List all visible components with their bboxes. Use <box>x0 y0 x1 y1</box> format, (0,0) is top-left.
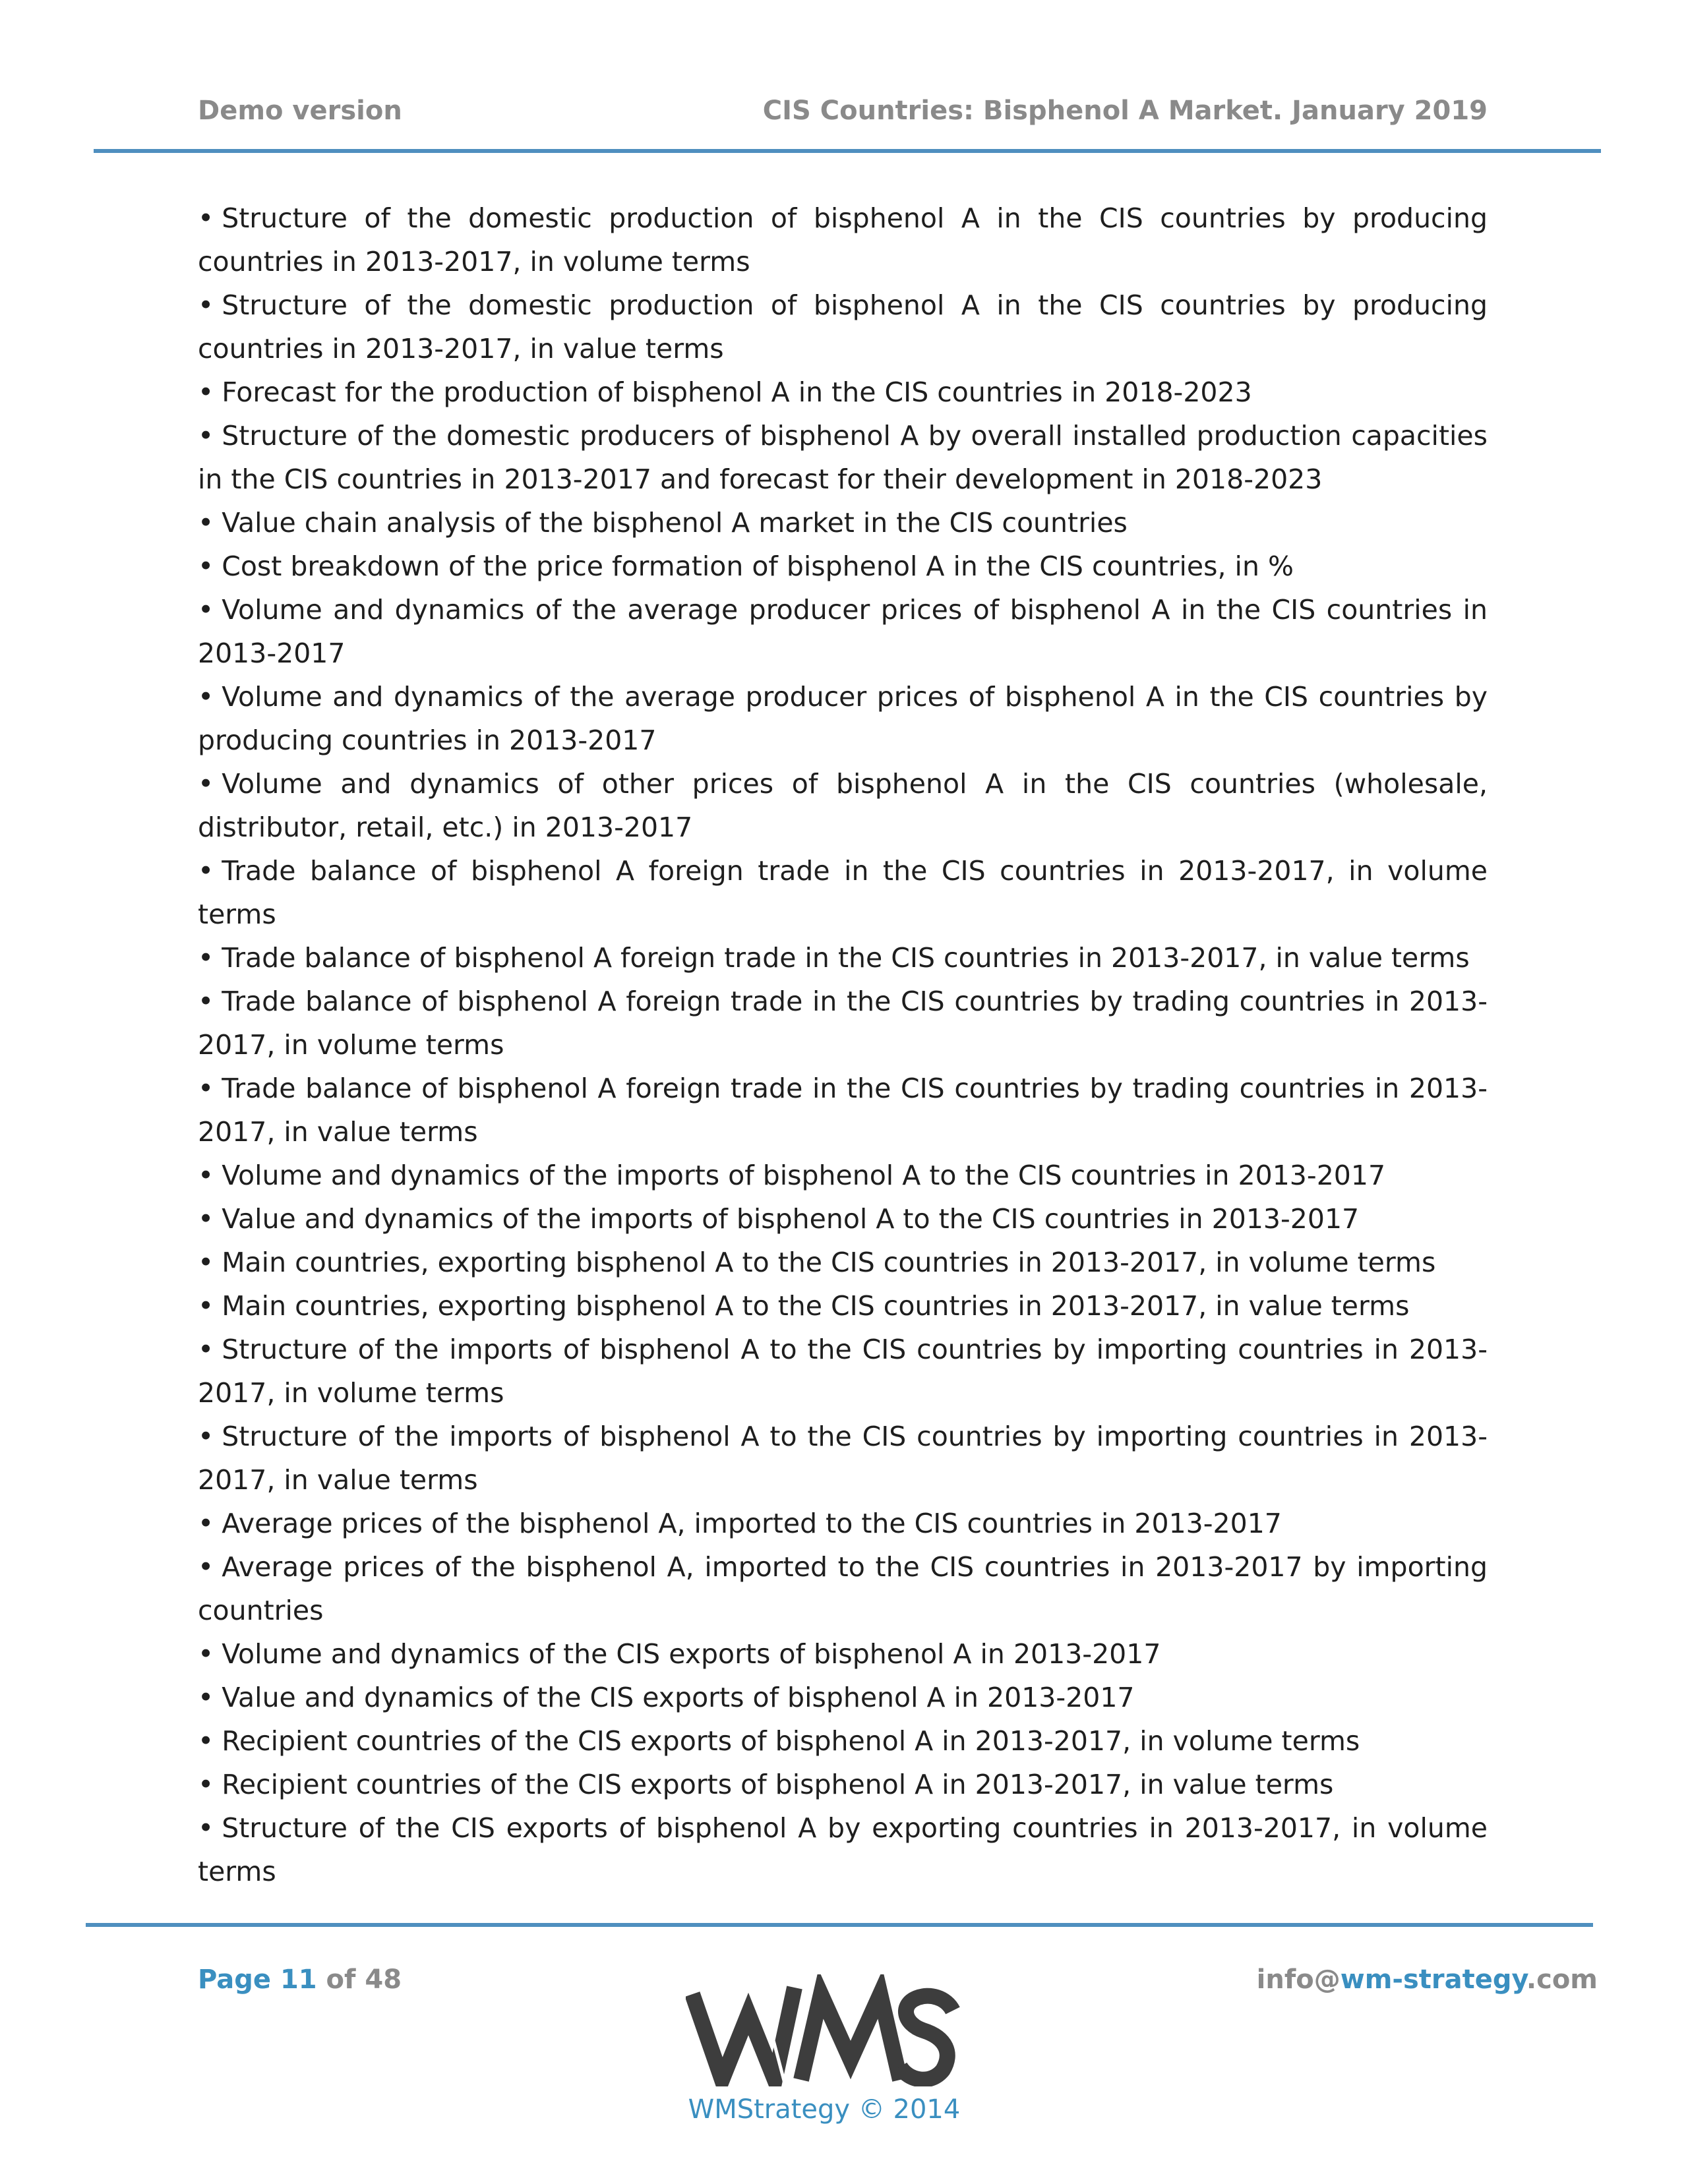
bullet-text: Structure of the imports of bisphenol A to the CIS countries by importing countries in 2013-2017, in value terms <box>198 1421 1488 1496</box>
header-demo-label: Demo version <box>198 96 402 126</box>
bullet-item <box>198 1328 1488 1415</box>
header-divider <box>94 149 1601 153</box>
bullet-text: Forecast for the production of bisphenol A in the CIS countries in 2018-2023 <box>222 376 1252 408</box>
bullet-dot: • <box>198 550 214 582</box>
bullet-dot: • <box>198 681 214 713</box>
bullet-dot: • <box>198 1682 214 1713</box>
bullet-dot: • <box>198 1290 214 1322</box>
bullet-item <box>198 1545 1488 1632</box>
bullet-text: Average prices of the bisphenol A, imported to the CIS countries in 2013-2017 <box>222 1508 1282 1539</box>
bullet-item <box>198 849 1488 936</box>
page-number <box>198 1966 402 1993</box>
bullet-text: Volume and dynamics of the average producer prices of bisphenol A in the CIS countries by producing countries in 2013-2017 <box>198 681 1488 756</box>
bullet-text: Structure of the domestic production of bisphenol A in the CIS countries by producing countries in 2013-2017, in value terms <box>198 289 1488 365</box>
email-tld: .com <box>1526 1964 1598 1995</box>
bullet-text: Recipient countries of the CIS exports of bisphenol A in 2013-2017, in value terms <box>222 1769 1334 1800</box>
bullet-item <box>198 370 1488 414</box>
bullet-text: Value and dynamics of the CIS exports of bisphenol A in 2013-2017 <box>222 1682 1135 1713</box>
bullet-text: Structure of the domestic production of bisphenol A in the CIS countries by producing countries in 2013-2017, in volume terms <box>198 202 1488 278</box>
footer-divider <box>86 1923 1593 1927</box>
bullet-item <box>198 675 1488 762</box>
wms-logo <box>686 1974 963 2086</box>
header-report-title: CIS Countries: Bisphenol A Market. January 2019 <box>762 96 1488 126</box>
bullet-item <box>198 283 1488 370</box>
contact-email[interactable] <box>1257 1966 1598 1993</box>
bullet-text: Average prices of the bisphenol A, imported to the CIS countries in 2013-2017 by importing countries <box>198 1551 1488 1626</box>
bullet-dot: • <box>198 1551 214 1583</box>
bullet-text: Volume and dynamics of the CIS exports of bisphenol A in 2013-2017 <box>222 1638 1161 1670</box>
bullet-item <box>198 501 1488 545</box>
bullet-dot: • <box>198 942 214 974</box>
contents-bullet-list <box>198 196 1488 1893</box>
logo-caption: WMStrategy © 2014 <box>688 2094 961 2125</box>
bullet-text: Main countries, exporting bisphenol A to the CIS countries in 2013-2017, in value terms <box>222 1290 1410 1322</box>
page-word: Page <box>198 1964 271 1995</box>
bullet-dot: • <box>198 507 214 539</box>
bullet-item <box>198 1284 1488 1328</box>
bullet-item <box>198 196 1488 283</box>
bullet-dot: • <box>198 420 214 452</box>
bullet-item <box>198 1763 1488 1806</box>
bullet-item <box>198 545 1488 588</box>
bullet-text: Volume and dynamics of other prices of bisphenol A in the CIS countries (wholesale, distributor, retail, etc.) in 2013-2017 <box>198 768 1488 843</box>
bullet-text: Volume and dynamics of the imports of bisphenol A to the CIS countries in 2013-2017 <box>222 1160 1386 1191</box>
bullet-text: Volume and dynamics of the average producer prices of bisphenol A in the CIS countries in 2013-2017 <box>198 594 1488 669</box>
bullet-text: Cost breakdown of the price formation of bisphenol A in the CIS countries, in % <box>222 550 1294 582</box>
page-total: 48 <box>365 1964 402 1995</box>
bullet-item <box>198 936 1488 980</box>
bullet-dot: • <box>198 1769 214 1800</box>
bullet-text: Trade balance of bisphenol A foreign trade in the CIS countries in 2013-2017, in volume terms <box>198 855 1488 930</box>
bullet-dot: • <box>198 202 214 234</box>
bullet-text: Trade balance of bisphenol A foreign trade in the CIS countries by trading countries in 2013-2017, in value terms <box>198 1073 1488 1148</box>
bullet-item <box>198 1154 1488 1197</box>
bullet-dot: • <box>198 855 214 887</box>
bullet-text: Recipient countries of the CIS exports of bisphenol A in 2013-2017, in volume terms <box>222 1725 1360 1757</box>
bullet-dot: • <box>198 289 214 321</box>
bullet-dot: • <box>198 1421 214 1452</box>
bullet-dot: • <box>198 1812 214 1844</box>
bullet-item <box>198 980 1488 1067</box>
bullet-dot: • <box>198 1247 214 1278</box>
email-user: info@ <box>1256 1964 1341 1995</box>
bullet-dot: • <box>198 1638 214 1670</box>
bullet-item <box>198 1502 1488 1545</box>
bullet-item <box>198 1806 1488 1893</box>
bullet-item <box>198 1632 1488 1676</box>
bullet-dot: • <box>198 376 214 408</box>
bullet-item <box>198 762 1488 849</box>
bullet-item <box>198 1197 1488 1241</box>
bullet-dot: • <box>198 1508 214 1539</box>
bullet-dot: • <box>198 768 214 800</box>
bullet-dot: • <box>198 1073 214 1104</box>
bullet-item <box>198 588 1488 675</box>
bullet-item <box>198 1241 1488 1284</box>
bullet-item <box>198 1067 1488 1154</box>
page-of: of <box>326 1964 356 1995</box>
bullet-item <box>198 1719 1488 1763</box>
bullet-dot: • <box>198 594 214 626</box>
bullet-dot: • <box>198 1203 214 1235</box>
bullet-dot: • <box>198 1334 214 1365</box>
page-header <box>198 98 1488 124</box>
bullet-text: Value chain analysis of the bisphenol A market in the CIS countries <box>222 507 1128 539</box>
bullet-dot: • <box>198 1160 214 1191</box>
page-current: 11 <box>280 1964 317 1995</box>
bullet-item <box>198 1676 1488 1719</box>
bullet-text: Structure of the domestic producers of bisphenol A by overall installed production capacities in the CIS countries in 2013-2017 and forecast for their development in 2018-2023 <box>198 420 1488 495</box>
bullet-text: Main countries, exporting bisphenol A to the CIS countries in 2013-2017, in volume terms <box>222 1247 1436 1278</box>
bullet-text: Trade balance of bisphenol A foreign trade in the CIS countries by trading countries in 2013-2017, in volume terms <box>198 986 1488 1061</box>
bullet-text: Value and dynamics of the imports of bisphenol A to the CIS countries in 2013-2017 <box>222 1203 1360 1235</box>
bullet-dot: • <box>198 1725 214 1757</box>
bullet-item <box>198 1415 1488 1502</box>
bullet-item <box>198 414 1488 501</box>
bullet-text: Trade balance of bisphenol A foreign trade in the CIS countries in 2013-2017, in value terms <box>222 942 1470 974</box>
email-domain: wm-strategy <box>1340 1964 1526 1995</box>
bullet-text: Structure of the imports of bisphenol A to the CIS countries by importing countries in 2013-2017, in volume terms <box>198 1334 1488 1409</box>
bullet-text: Structure of the CIS exports of bisphenol A by exporting countries in 2013-2017, in volume terms <box>198 1812 1488 1887</box>
bullet-dot: • <box>198 986 214 1017</box>
